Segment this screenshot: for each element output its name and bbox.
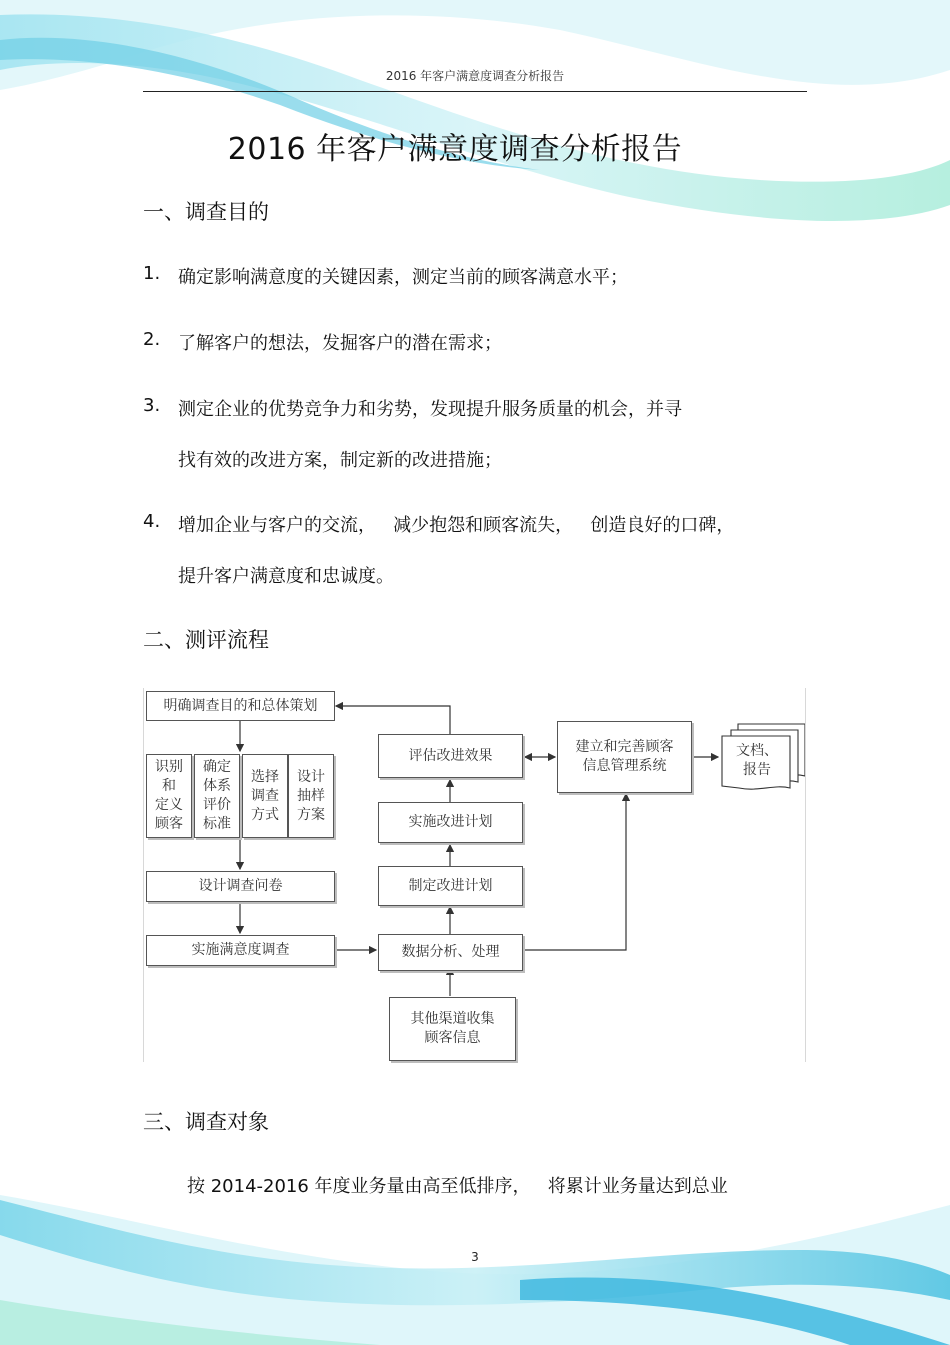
design-sampling-box: 设计 抽样 方案 [288, 754, 334, 838]
list-item-number: 2. [143, 329, 161, 350]
list-item-text: 确定影响满意度的关键因素，测定当前的顾客满意水平； [178, 267, 628, 288]
list-item-number: 1. [143, 263, 161, 284]
running-header: 2016 年客户满意度调查分析报告 [385, 69, 565, 83]
data-analysis-box: 数据分析、处理 [378, 934, 523, 971]
list-item-text: 测定企业的优势竞争力和劣势，发现提升服务质量的机会，并寻 [178, 399, 682, 420]
page-number: 3 [471, 1250, 479, 1264]
header-rule [143, 91, 807, 92]
evaluate-effect-box: 评估改进效果 [378, 734, 523, 778]
list-item-text-continued: 提升客户满意度和忠诚度。 [178, 566, 394, 587]
section-heading-process: 二、测评流程 [143, 628, 269, 652]
section-heading-purpose: 一、调查目的 [143, 200, 269, 224]
document-title: 2016 年客户满意度调查分析报告 [227, 132, 683, 167]
list-item-text: 增加企业与客户的交流， 减少抱怨和顾客流失， 创造良好的口碑， [178, 515, 735, 536]
list-item-number: 4. [143, 511, 161, 532]
evaluation-flowchart [143, 688, 806, 1062]
customer-info-system-box: 建立和完善顾客 信息管理系统 [557, 721, 692, 793]
other-channels-box: 其他渠道收集 顾客信息 [389, 997, 516, 1061]
list-item-number: 3. [143, 395, 161, 416]
implement-plan-box: 实施改进计划 [378, 802, 523, 843]
documents-report-shape [724, 738, 790, 784]
list-item-text: 了解客户的想法，发掘客户的潜在需求； [178, 333, 502, 354]
identify-customer-box: 识别 和 定义 顾客 [146, 754, 192, 838]
make-plan-box: 制定改进计划 [378, 866, 523, 906]
section-heading-subjects: 三、调查对象 [143, 1110, 269, 1134]
set-criteria-box: 确定 体系 评价 标准 [194, 754, 240, 838]
define-goal-box: 明确调查目的和总体策划 [146, 691, 335, 721]
body-paragraph: 按 2014-2016 年度业务量由高至低排序， 将累计业务量达到总业 [187, 1176, 728, 1197]
conduct-survey-box: 实施满意度调查 [146, 935, 335, 966]
documents-report-label: 文档、 报告 [736, 743, 778, 778]
choose-method-box: 选择 调查 方式 [242, 754, 288, 838]
design-questionnaire-box: 设计调查问卷 [146, 871, 335, 902]
list-item-text-continued: 找有效的改进方案，制定新的改进措施； [178, 450, 502, 471]
